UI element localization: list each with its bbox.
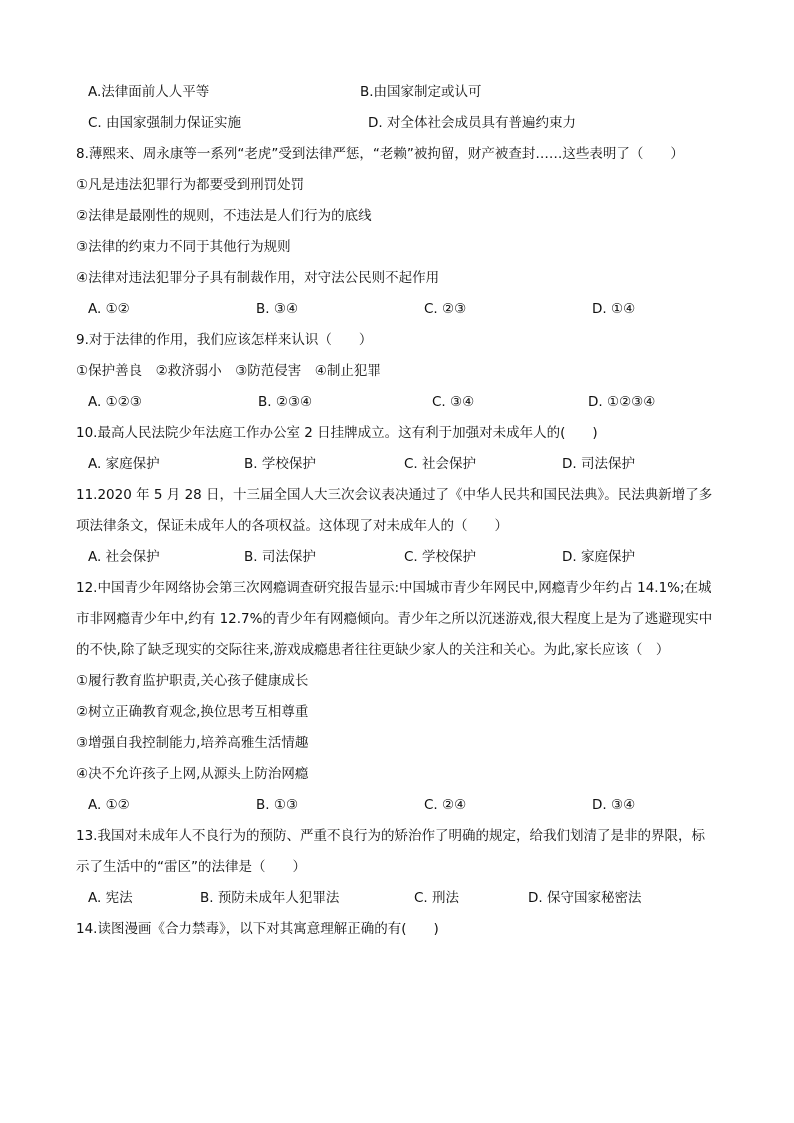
option-choice: D. 保守国家秘密法 — [528, 890, 642, 906]
option-choice: A. ①② — [88, 301, 130, 317]
text-line: ④决不允许孩子上网,从源头上防治网瘾 — [76, 766, 309, 782]
text-line: ①凡是违法犯罪行为都要受到刑罚处罚 — [76, 177, 305, 193]
option-choice: A.法律面前人人平等 — [88, 84, 210, 100]
text-line: 项法律条文，保证未成年人的各项权益。这体现了对未成年人的（ ） — [76, 518, 508, 534]
options-row — [0, 795, 794, 815]
options-row — [0, 547, 794, 567]
text-line: 13.我国对未成年人不良行为的预防、严重不良行为的矫治作了明确的规定，给我们划清了是非的界限，标 — [76, 828, 705, 844]
text-line: 市非网瘾青少年中,约有 12.7%的青少年有网瘾倾向。青少年之所以沉迷游戏,很大程度上是为了逃避现实中 — [76, 611, 713, 627]
option-choice: D. 对全体社会成员具有普遍约束力 — [368, 115, 576, 131]
text-line: 12.中国青少年网络协会第三次网瘾调查研究报告显示:中国城市青少年网民中,网瘾青少年约占 14.1%;在城 — [76, 580, 712, 596]
text-line: ④法律对违法犯罪分子具有制裁作用，对守法公民则不起作用 — [76, 270, 440, 286]
option-choice: B. ②③④ — [258, 394, 313, 410]
option-choice: C. 由国家强制力保证实施 — [88, 115, 242, 131]
option-choice: C. ③④ — [432, 394, 475, 410]
text-line: ①保护善良 ②救济弱小 ③防范侵害 ④制止犯罪 — [76, 363, 381, 379]
text-line: 11.2020 年 5 月 28 日，十三届全国人大三次会议表决通过了《中华人民共和国民法典》。民法典新增了多 — [76, 487, 713, 503]
option-choice: B. 预防未成年人犯罪法 — [200, 890, 340, 906]
option-choice: A. 家庭保护 — [88, 456, 160, 472]
option-choice: D. 司法保护 — [562, 456, 635, 472]
option-choice: C. 学校保护 — [404, 549, 477, 565]
option-choice: B. 学校保护 — [244, 456, 316, 472]
option-choice: A. 宪法 — [88, 890, 133, 906]
option-choice: B.由国家制定或认可 — [360, 84, 482, 100]
option-choice: D. ①④ — [592, 301, 636, 317]
option-choice: A. 社会保护 — [88, 549, 160, 565]
option-choice: B. 司法保护 — [244, 549, 316, 565]
option-choice: C. ②④ — [424, 797, 467, 813]
option-choice: D. ③④ — [592, 797, 636, 813]
text-line: 示了生活中的“雷区”的法律是（ ） — [76, 859, 306, 875]
text-line: 8.薄熙来、周永康等一系列“老虎”受到法律严惩，“老赖”被拘留，财产被查封……这些表明了（ ） — [76, 146, 684, 162]
option-choice: A. ①②③ — [88, 394, 142, 410]
options-row — [0, 454, 794, 474]
options-row — [0, 82, 794, 102]
text-line: 9.对于法律的作用，我们应该怎样来认识（ ） — [76, 332, 373, 348]
text-line: ②树立正确教育观念,换位思考互相尊重 — [76, 704, 309, 720]
options-row — [0, 299, 794, 319]
options-row — [0, 113, 794, 133]
option-choice: B. ①③ — [256, 797, 299, 813]
option-choice: D. 家庭保护 — [562, 549, 635, 565]
option-choice: D. ①②③④ — [588, 394, 656, 410]
option-choice: C. 社会保护 — [404, 456, 477, 472]
text-line: 14.读图漫画《合力禁毒》，以下对其寓意理解正确的有( ) — [76, 921, 439, 937]
options-row — [0, 392, 794, 412]
text-line: ①履行教育监护职责,关心孩子健康成长 — [76, 673, 309, 689]
option-choice: B. ③④ — [256, 301, 299, 317]
text-line: 的不快,除了缺乏现实的交际往来,游戏成瘾患者往往更缺少家人的关注和关心。为此,家长应该（ ） — [76, 642, 670, 658]
option-choice: A. ①② — [88, 797, 130, 813]
text-line: ③增强自我控制能力,培养高雅生活情趣 — [76, 735, 309, 751]
text-line: 10.最高人民法院少年法庭工作办公室 2 日挂牌成立。这有利于加强对未成年人的( ) — [76, 425, 598, 441]
option-choice: C. ②③ — [424, 301, 467, 317]
text-line: ③法律的约束力不同于其他行为规则 — [76, 239, 291, 255]
text-line: ②法律是最刚性的规则，不违法是人们行为的底线 — [76, 208, 372, 224]
options-row — [0, 888, 794, 908]
option-choice: C. 刑法 — [414, 890, 460, 906]
